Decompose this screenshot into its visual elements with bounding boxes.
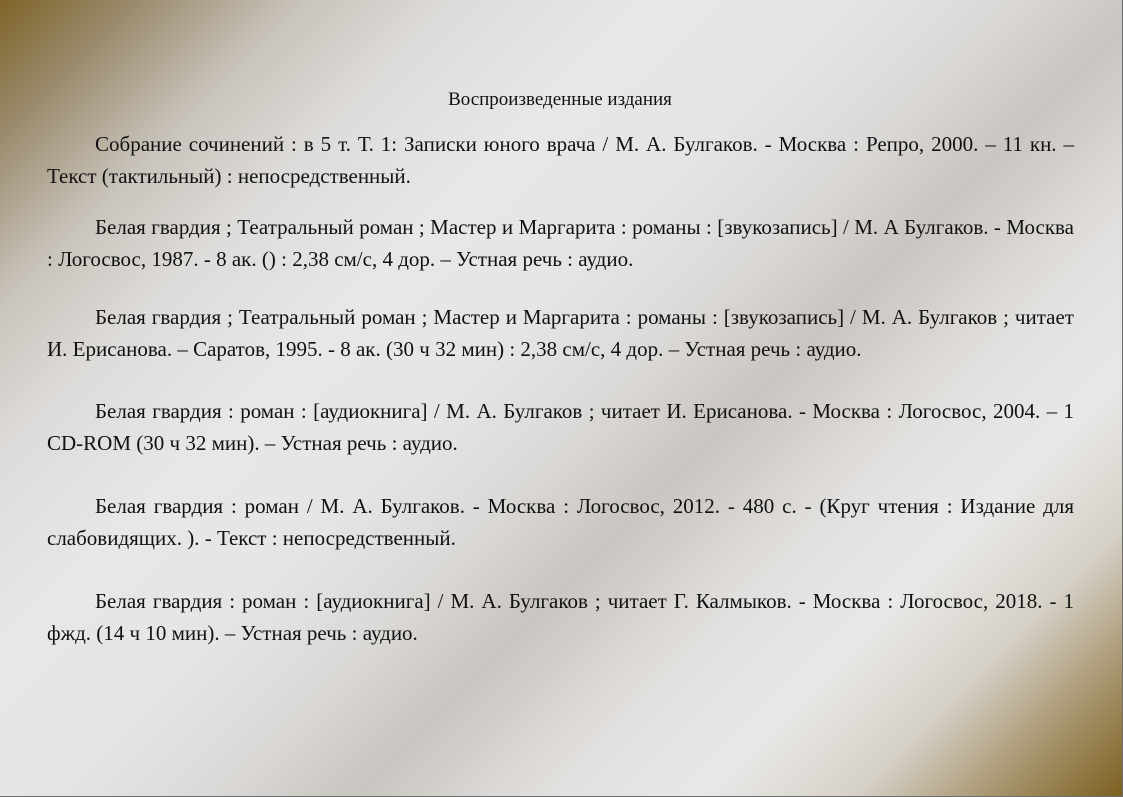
bibliography-entry: Белая гвардия ; Театральный роман ; Мастер и Маргарита : романы : [звукозапись] / М. А. Булгаков ; читает И. Ерисанова. – Саратов, 1995. - 8 ак. (30 ч 32 мин) : 2,38 см/с, 4 дор. – Устная речь : аудио. <box>47 305 1074 361</box>
bibliography-entry: Собрание сочинений : в 5 т. Т. 1: Записки юного врача / М. А. Булгаков. - Москва : Репро, 2000. – 11 кн. – Текст (тактильный) : непосредственный. <box>47 132 1074 188</box>
bibliography-entry: Белая гвардия ; Театральный роман ; Мастер и Маргарита : романы : [звукозапись] / М. А Булгаков. - Москва : Логосвос, 1987. - 8 ак. () : 2,38 см/с, 4 дор. – Устная речь : аудио. <box>47 215 1074 271</box>
bibliography-entry: Белая гвардия : роман : [аудиокнига] / М. А. Булгаков ; читает И. Ерисанова. - Москва : Логосвос, 2004. – 1 CD-ROM (30 ч 32 мин). – Устная речь : аудио. <box>47 399 1074 455</box>
bibliography-entry: Белая гвардия : роман / М. А. Булгаков. - Москва : Логосвос, 2012. - 480 с. - (Круг чтения : Издание для слабовидящих. ). - Текст : непосредственный. <box>47 494 1074 550</box>
bibliography-list <box>47 128 1074 649</box>
bibliography-entry: Белая гвардия : роман : [аудиокнига] / М. А. Булгаков ; читает Г. Калмыков. - Москва : Логосвос, 2018. - 1 фжд. (14 ч 10 мин). – Устная речь : аудио. <box>47 589 1074 645</box>
slide-title: Воспроизведенные издания <box>448 89 672 110</box>
